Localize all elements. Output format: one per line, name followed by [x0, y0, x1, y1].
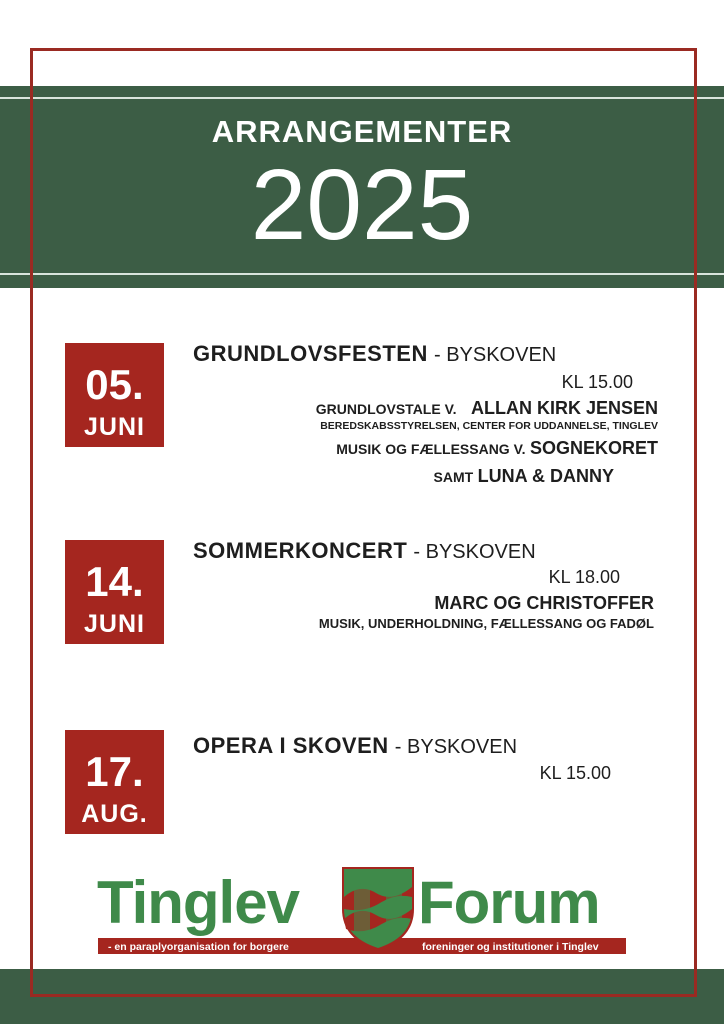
- event-2-title: SOMMERKONCERT: [193, 538, 408, 563]
- event-1-music-prefix: MUSIK OG FÆLLESSANG V.: [336, 441, 526, 457]
- event-1-extra-prefix: SAMT: [433, 469, 474, 485]
- event-3-title: OPERA I SKOVEN: [193, 733, 389, 758]
- event-1-speaker-line: [316, 398, 658, 419]
- event-1-title: GRUNDLOVSFESTEN: [193, 341, 428, 366]
- event-3-time: KL 15.00: [539, 763, 611, 783]
- event-1-location: - BYSKOVEN: [433, 344, 557, 366]
- event-1-month: JUNI: [84, 413, 145, 441]
- event-1-speaker-role: BEREDSKABSSTYRELSEN, CENTER FOR UDDANNELSE, TINGLEV: [320, 420, 658, 432]
- event-3-date: [65, 730, 164, 834]
- logo-tagline-left: - en paraplyorganisation for borgere: [108, 941, 289, 953]
- red-frame: [30, 48, 697, 997]
- event-2-month: JUNI: [84, 610, 145, 638]
- event-3-location: - BYSKOVEN: [394, 736, 518, 758]
- event-3-day: 17.: [85, 748, 144, 795]
- logo-tagline-right: foreninger og institutioner i Tinglev: [422, 941, 599, 953]
- event-1-speaker-prefix: GRUNDLOVSTALE V.: [315, 401, 457, 417]
- event-2-heading: [193, 538, 536, 564]
- event-1-date: [65, 343, 164, 447]
- event-2-date: [65, 540, 164, 644]
- event-1-heading: [193, 341, 556, 367]
- event-2-location: - BYSKOVEN: [413, 541, 536, 563]
- shield-icon: [340, 863, 416, 953]
- event-2-description: MUSIK, UNDERHOLDNING, FÆLLESSANG OG FADØL: [318, 616, 654, 631]
- logo-word-forum: Forum: [418, 869, 600, 936]
- event-1-speaker: ALLAN KIRK JENSEN: [470, 398, 658, 418]
- page-title: ARRANGEMENTER: [211, 114, 513, 149]
- event-1-extra-line: [434, 466, 614, 487]
- event-1-music-line: [336, 438, 658, 459]
- event-1-time: KL 15.00: [561, 372, 633, 392]
- event-1-music: SOGNEKORET: [529, 438, 658, 458]
- page-year: 2025: [250, 149, 474, 261]
- event-1-day: 05.: [85, 361, 144, 408]
- event-3-month: AUG.: [81, 800, 148, 828]
- event-1-extra: LUNA & DANNY: [477, 466, 614, 486]
- event-2-performer: MARC OG CHRISTOFFER: [434, 593, 654, 613]
- event-3-heading: [193, 733, 517, 759]
- event-2-day: 14.: [85, 558, 144, 605]
- logo-word-tinglev: Tinglev: [97, 869, 299, 936]
- event-2-time: KL 18.00: [548, 567, 620, 587]
